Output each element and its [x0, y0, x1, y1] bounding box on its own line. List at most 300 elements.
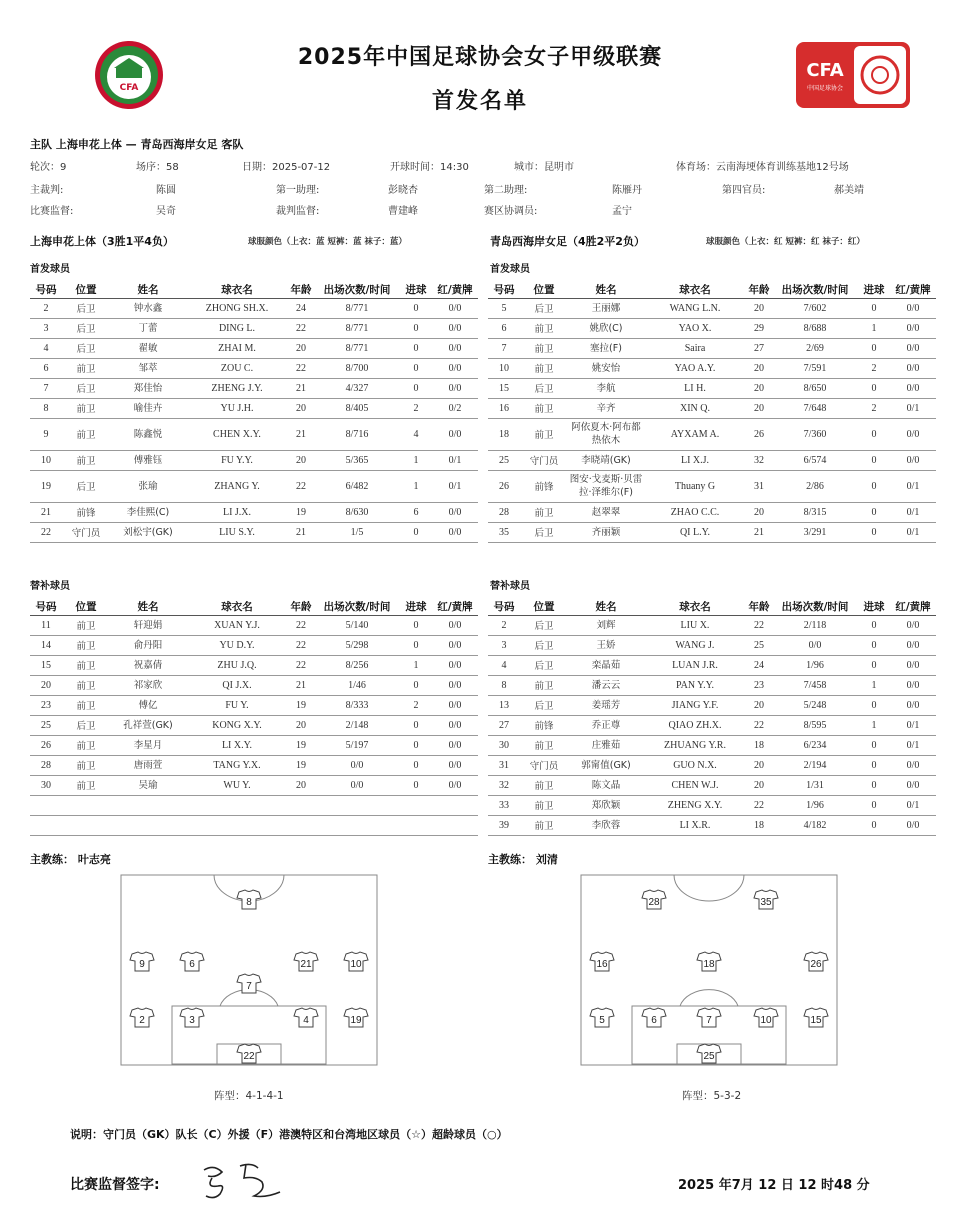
fourth-official: 郝美靖: [834, 185, 864, 196]
cell-age: 24: [288, 298, 314, 318]
cell-cards: 0/1: [890, 522, 936, 542]
col-header-number: 号码: [30, 599, 62, 615]
col-header-position: 位置: [520, 599, 568, 615]
cell-appearances: 6/482: [314, 470, 400, 502]
cell-number: 14: [30, 635, 62, 655]
col-header-position: 位置: [520, 282, 568, 298]
cell-age: 18: [746, 815, 772, 835]
cell-age: 20: [288, 398, 314, 418]
table-row: [30, 318, 478, 338]
cell-cards: 0/0: [890, 695, 936, 715]
cell-shirt-name: ZHU J.Q.: [186, 655, 288, 675]
cell-position: 前卫: [62, 675, 110, 695]
cell-position: 后卫: [62, 338, 110, 358]
referee: 陈圆: [156, 185, 176, 196]
cell-position: 前卫: [62, 450, 110, 470]
shirt-number: 16: [596, 959, 608, 970]
empty-cell: [30, 815, 62, 835]
cell-age: 22: [288, 470, 314, 502]
cell-goals: 0: [858, 775, 890, 795]
shirt-number: 6: [189, 959, 195, 970]
home-coach: 主教练： 叶志亮: [30, 853, 111, 866]
cell-appearances: 6/234: [772, 735, 858, 755]
cell-appearances: 1/31: [772, 775, 858, 795]
cell-name: 喻佳卉: [110, 398, 186, 418]
cell-number: 15: [30, 655, 62, 675]
cell-cards: 0/0: [432, 502, 478, 522]
cell-name: 俞丹阳: [110, 635, 186, 655]
col-header-name: 姓名: [568, 282, 644, 298]
cell-goals: 2: [400, 398, 432, 418]
table-row: [30, 735, 478, 755]
cell-cards: 0/0: [890, 635, 936, 655]
cell-cards: 0/0: [890, 318, 936, 338]
cell-appearances: 8/256: [314, 655, 400, 675]
cell-shirt-name: LI X.J.: [644, 450, 746, 470]
shirt-number: 9: [139, 959, 145, 970]
cell-goals: 0: [858, 502, 890, 522]
away-subs-heading: 替补球员: [490, 581, 530, 592]
cell-appearances: 5/248: [772, 695, 858, 715]
cell-shirt-name: YU J.H.: [186, 398, 288, 418]
table-row: [30, 502, 478, 522]
cell-number: 4: [488, 655, 520, 675]
cell-appearances: 8/771: [314, 318, 400, 338]
cell-goals: 0: [858, 338, 890, 358]
cell-name: 郑佳怡: [110, 378, 186, 398]
cell-shirt-name: FU Y.Y.: [186, 450, 288, 470]
cell-shirt-name: PAN Y.Y.: [644, 675, 746, 695]
cell-shirt-name: QI J.X.: [186, 675, 288, 695]
cell-shirt-name: Saira: [644, 338, 746, 358]
table-row: [30, 378, 478, 398]
cell-shirt-name: FU Y.: [186, 695, 288, 715]
col-header-name: 姓名: [110, 599, 186, 615]
cell-position: 前卫: [520, 795, 568, 815]
cell-name: 丁蕾: [110, 318, 186, 338]
cell-cards: 0/1: [890, 715, 936, 735]
table-row: [488, 675, 936, 695]
ref-supervisor-label: 裁判监督:: [276, 206, 320, 217]
cell-name: 齐丽颖: [568, 522, 644, 542]
coordinator-label: 赛区协调员:: [484, 206, 538, 217]
cell-appearances: 8/315: [772, 502, 858, 522]
cell-appearances: 5/140: [314, 615, 400, 635]
table-row: [30, 715, 478, 735]
cell-goals: 1: [400, 655, 432, 675]
cell-cards: 0/0: [432, 735, 478, 755]
cell-appearances: 7/458: [772, 675, 858, 695]
cell-number: 21: [30, 502, 62, 522]
cell-position: 前卫: [520, 358, 568, 378]
cell-goals: 0: [400, 378, 432, 398]
cell-number: 8: [30, 398, 62, 418]
cell-cards: 0/0: [432, 775, 478, 795]
away-starters-table: [488, 282, 936, 543]
stadium: 体育场：云南海埂体育训练基地12号场: [676, 162, 849, 173]
cell-number: 30: [488, 735, 520, 755]
cell-appearances: 4/327: [314, 378, 400, 398]
col-header-appearances: 出场次数/时间: [772, 282, 858, 298]
col-header-appearances: 出场次数/时间: [314, 599, 400, 615]
cell-cards: 0/0: [432, 378, 478, 398]
empty-cell: [432, 795, 478, 815]
cell-name: 吴瑜: [110, 775, 186, 795]
cell-age: 20: [746, 378, 772, 398]
cell-cards: 0/1: [890, 470, 936, 502]
cell-cards: 0/1: [432, 450, 478, 470]
cell-position: 后卫: [62, 298, 110, 318]
cell-position: 前卫: [62, 635, 110, 655]
cell-age: 22: [288, 615, 314, 635]
cell-appearances: 0/0: [314, 775, 400, 795]
cell-number: 20: [30, 675, 62, 695]
cell-age: 25: [746, 635, 772, 655]
cell-position: 前卫: [520, 318, 568, 338]
cell-age: 22: [288, 655, 314, 675]
cell-goals: 0: [400, 775, 432, 795]
table-row: [488, 470, 936, 502]
shirt-number: 5: [599, 1015, 605, 1026]
shirt-number: 25: [703, 1051, 715, 1062]
cell-appearances: 1/96: [772, 655, 858, 675]
table-row: [488, 655, 936, 675]
table-row: [488, 318, 936, 338]
cell-name: 潘云云: [568, 675, 644, 695]
col-header-shirt-name: 球衣名: [186, 599, 288, 615]
cell-position: 前卫: [62, 398, 110, 418]
cell-shirt-name: ZOU C.: [186, 358, 288, 378]
away-kit-colors: 球服颜色（上衣：红 短裤：红 袜子：红）: [706, 237, 865, 247]
cell-goals: 4: [400, 418, 432, 450]
cell-goals: 0: [400, 715, 432, 735]
col-header-shirt-name: 球衣名: [644, 282, 746, 298]
cell-shirt-name: XUAN Y.J.: [186, 615, 288, 635]
cell-position: 前卫: [520, 735, 568, 755]
cell-appearances: 2/148: [314, 715, 400, 735]
cell-name: 陈文晶: [568, 775, 644, 795]
cell-name: 傅亿: [110, 695, 186, 715]
cell-number: 5: [488, 298, 520, 318]
cell-number: 25: [30, 715, 62, 735]
cell-position: 前卫: [62, 418, 110, 450]
cell-appearances: 8/700: [314, 358, 400, 378]
cell-name: 翟敏: [110, 338, 186, 358]
cell-position: 守门员: [520, 755, 568, 775]
cell-name: 李星月: [110, 735, 186, 755]
cell-goals: 2: [858, 358, 890, 378]
shirt-number: 26: [810, 959, 822, 970]
home-subs-heading: 替补球员: [30, 581, 70, 592]
table-row: [30, 635, 478, 655]
shirt-number: 21: [300, 959, 312, 970]
cell-position: 后卫: [520, 635, 568, 655]
table-row: [488, 615, 936, 635]
cell-appearances: 5/365: [314, 450, 400, 470]
cell-cards: 0/1: [432, 470, 478, 502]
shirt-number: 7: [706, 1015, 712, 1026]
cell-goals: 0: [400, 338, 432, 358]
cell-shirt-name: KONG X.Y.: [186, 715, 288, 735]
table-row: [488, 338, 936, 358]
shirt-number: 15: [810, 1015, 822, 1026]
table-row: [488, 755, 936, 775]
cell-goals: 0: [400, 755, 432, 775]
cell-name: 郭甯值(GK): [568, 755, 644, 775]
col-header-position: 位置: [62, 599, 110, 615]
ar2-label: 第二助理:: [484, 185, 528, 196]
cell-age: 22: [746, 795, 772, 815]
page-subtitle: 首发名单: [431, 89, 528, 114]
cell-number: 19: [30, 470, 62, 502]
cell-age: 22: [288, 318, 314, 338]
cell-age: 27: [746, 338, 772, 358]
cell-cards: 0/0: [432, 418, 478, 450]
cell-goals: 0: [858, 815, 890, 835]
cell-number: 2: [488, 615, 520, 635]
cell-name: 邹萃: [110, 358, 186, 378]
cell-goals: 2: [400, 695, 432, 715]
home-subs-table: [30, 599, 478, 836]
table-row: [30, 470, 478, 502]
cell-appearances: 8/650: [772, 378, 858, 398]
cell-age: 20: [746, 775, 772, 795]
cell-shirt-name: LI X.Y.: [186, 735, 288, 755]
col-header-goals: 进球: [858, 599, 890, 615]
cell-shirt-name: DING L.: [186, 318, 288, 338]
home-kit-colors: 球服颜色（上衣：蓝 短裤：蓝 袜子：蓝）: [248, 237, 407, 247]
cell-shirt-name: LI H.: [644, 378, 746, 398]
cell-number: 25: [488, 450, 520, 470]
cell-goals: 1: [858, 715, 890, 735]
cell-shirt-name: JIANG Y.F.: [644, 695, 746, 715]
table-row: [30, 418, 478, 450]
col-header-name: 姓名: [110, 282, 186, 298]
cell-name: 李航: [568, 378, 644, 398]
col-header-cards: 红/黄牌: [890, 599, 936, 615]
cell-goals: 0: [400, 358, 432, 378]
fourth-official-label: 第四官员:: [722, 185, 766, 196]
cell-position: 后卫: [520, 298, 568, 318]
cell-appearances: 2/69: [772, 338, 858, 358]
cell-number: 13: [488, 695, 520, 715]
cell-age: 21: [288, 675, 314, 695]
away-team-name: 青岛西海岸女足（4胜2平2负）: [490, 235, 645, 248]
cell-appearances: 8/716: [314, 418, 400, 450]
cell-number: 11: [30, 615, 62, 635]
cell-cards: 0/0: [432, 298, 478, 318]
city: 城市：昆明市: [514, 162, 574, 173]
cell-number: 8: [488, 675, 520, 695]
cell-name: 郑欣颖: [568, 795, 644, 815]
cell-age: 31: [746, 470, 772, 502]
cell-position: 守门员: [62, 522, 110, 542]
shirt-number: 7: [246, 981, 252, 992]
cell-name: 李佳熙(C): [110, 502, 186, 522]
cell-name: 孔祥萱(GK): [110, 715, 186, 735]
cell-age: 22: [288, 358, 314, 378]
home-starters-heading: 首发球员: [30, 264, 70, 275]
cell-number: 7: [488, 338, 520, 358]
cell-goals: 0: [400, 522, 432, 542]
empty-cell: [186, 815, 288, 835]
kickoff-time: 开球时间：14:30: [390, 162, 469, 173]
cell-position: 后卫: [62, 318, 110, 338]
svg-text:中国足球协会: 中国足球协会: [806, 85, 844, 92]
cell-goals: 0: [400, 675, 432, 695]
cell-number: 6: [30, 358, 62, 378]
cell-cards: 0/0: [432, 318, 478, 338]
match-number: 场序：58: [136, 162, 179, 173]
cell-position: 前卫: [62, 695, 110, 715]
referee-label: 主裁判:: [30, 185, 64, 196]
empty-cell: [62, 815, 110, 835]
table-row: [30, 338, 478, 358]
shirt-number: 10: [350, 959, 362, 970]
cell-appearances: 5/197: [314, 735, 400, 755]
cell-number: 2: [30, 298, 62, 318]
cell-number: 3: [488, 635, 520, 655]
table-row: [30, 450, 478, 470]
cell-appearances: 1/96: [772, 795, 858, 815]
cell-position: 后卫: [520, 378, 568, 398]
shirt-number: 22: [243, 1051, 255, 1062]
cell-name: 姚安怡: [568, 358, 644, 378]
cell-number: 31: [488, 755, 520, 775]
cell-appearances: 2/118: [772, 615, 858, 635]
cell-age: 21: [288, 522, 314, 542]
svg-text:CFA: CFA: [806, 60, 844, 81]
cell-name: 王丽娜: [568, 298, 644, 318]
cell-number: 3: [30, 318, 62, 338]
cell-appearances: 8/771: [314, 338, 400, 358]
teams-line: 主队 上海申花上体 — 青岛西海岸女足 客队: [30, 138, 244, 151]
shirt-number: 3: [189, 1015, 195, 1026]
cell-shirt-name: LUAN J.R.: [644, 655, 746, 675]
cell-shirt-name: CHEN X.Y.: [186, 418, 288, 450]
ar1-label: 第一助理:: [276, 185, 320, 196]
cell-position: 前卫: [520, 815, 568, 835]
cell-goals: 0: [858, 655, 890, 675]
cell-age: 21: [288, 378, 314, 398]
cell-cards: 0/0: [890, 358, 936, 378]
cell-shirt-name: ZHENG J.Y.: [186, 378, 288, 398]
cell-age: 20: [746, 358, 772, 378]
cell-shirt-name: WU Y.: [186, 775, 288, 795]
cell-number: 35: [488, 522, 520, 542]
cell-cards: 0/0: [432, 338, 478, 358]
table-row: [488, 635, 936, 655]
table-row: [30, 695, 478, 715]
empty-cell: [314, 795, 400, 815]
cell-position: 前卫: [62, 655, 110, 675]
cell-name: 阿依夏木·阿布都热依木: [568, 418, 644, 450]
cell-age: 19: [288, 755, 314, 775]
cell-shirt-name: ZHUANG Y.R.: [644, 735, 746, 755]
cell-cards: 0/0: [890, 418, 936, 450]
cell-appearances: 1/46: [314, 675, 400, 695]
cell-shirt-name: YU D.Y.: [186, 635, 288, 655]
shirt-number: 28: [648, 897, 660, 908]
empty-cell: [432, 815, 478, 835]
cell-name: 刘辉: [568, 615, 644, 635]
table-row: [488, 815, 936, 835]
cell-position: 前卫: [520, 418, 568, 450]
col-header-goals: 进球: [400, 282, 432, 298]
cell-position: 前卫: [62, 735, 110, 755]
cell-cards: 0/0: [432, 755, 478, 775]
cell-appearances: 2/194: [772, 755, 858, 775]
cell-goals: 0: [858, 735, 890, 755]
sign-datetime: 2025 年7月 12 日 12 时48 分: [678, 1178, 870, 1193]
supervisor: 吴奇: [156, 206, 176, 217]
home-formation: 阵型：4-1-4-1: [214, 1090, 284, 1102]
signature-label: 比赛监督签字:: [70, 1177, 160, 1193]
table-row: [488, 522, 936, 542]
cell-goals: 0: [858, 755, 890, 775]
cell-cards: 0/1: [890, 502, 936, 522]
cell-name: 刘松宇(GK): [110, 522, 186, 542]
cell-number: 26: [488, 470, 520, 502]
col-header-shirt-name: 球衣名: [644, 599, 746, 615]
cell-shirt-name: ZHENG X.Y.: [644, 795, 746, 815]
col-header-cards: 红/黄牌: [890, 282, 936, 298]
cell-number: 27: [488, 715, 520, 735]
cell-goals: 0: [858, 522, 890, 542]
cell-age: 22: [746, 615, 772, 635]
handwritten-signature: [196, 1156, 292, 1202]
cell-age: 29: [746, 318, 772, 338]
cell-shirt-name: GUO N.X.: [644, 755, 746, 775]
cell-appearances: 0/0: [772, 635, 858, 655]
away-formation-pitch: [580, 874, 838, 1066]
cell-goals: 0: [858, 298, 890, 318]
table-row: [488, 695, 936, 715]
empty-cell: [288, 795, 314, 815]
cell-number: 39: [488, 815, 520, 835]
cell-cards: 0/0: [432, 655, 478, 675]
cell-appearances: 2/86: [772, 470, 858, 502]
cell-number: 10: [488, 358, 520, 378]
col-header-position: 位置: [62, 282, 110, 298]
cell-cards: 0/0: [432, 715, 478, 735]
cell-appearances: 8/595: [772, 715, 858, 735]
round: 轮次：9: [30, 162, 67, 173]
cell-goals: 0: [858, 695, 890, 715]
cell-appearances: 7/602: [772, 298, 858, 318]
cell-appearances: 8/771: [314, 298, 400, 318]
cell-number: 18: [488, 418, 520, 450]
table-row: [488, 795, 936, 815]
cell-goals: 0: [400, 635, 432, 655]
cell-number: 22: [30, 522, 62, 542]
cell-cards: 0/0: [890, 378, 936, 398]
ar1: 彭晓杏: [388, 185, 418, 196]
cell-name: 张瑜: [110, 470, 186, 502]
cell-goals: 0: [400, 298, 432, 318]
cell-appearances: 7/591: [772, 358, 858, 378]
cell-age: 20: [746, 298, 772, 318]
col-header-cards: 红/黄牌: [432, 599, 478, 615]
cell-appearances: 0/0: [314, 755, 400, 775]
empty-cell: [400, 815, 432, 835]
cell-goals: 0: [858, 635, 890, 655]
shirt-number: 35: [760, 897, 772, 908]
ar2: 陈雁丹: [612, 185, 642, 196]
col-header-appearances: 出场次数/时间: [314, 282, 400, 298]
cell-position: 前锋: [62, 502, 110, 522]
cell-appearances: 8/333: [314, 695, 400, 715]
